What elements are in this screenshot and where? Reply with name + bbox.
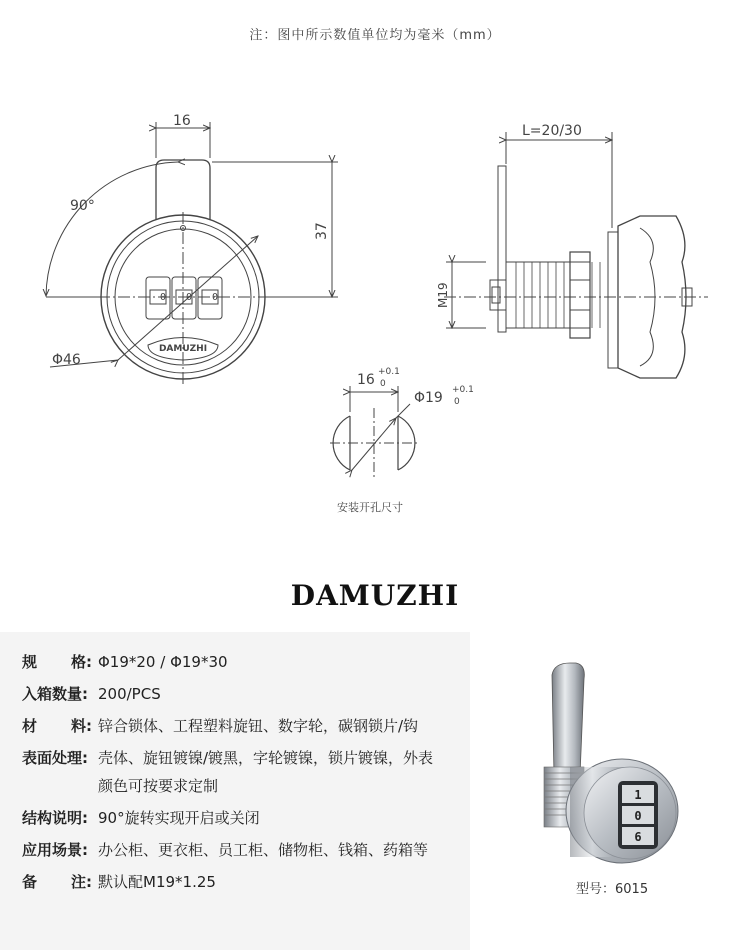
wheel-digit-2: 0 [634, 809, 642, 823]
spec-row-note: 备 注: 默认配M19*1.25 [22, 873, 216, 891]
spec-panel [0, 632, 470, 950]
hole-width-tol-lower: 0 [380, 379, 386, 389]
hole-dia-tol-upper: +0.1 [452, 385, 474, 395]
spec-value: 颜色可按要求定制 [98, 777, 219, 795]
spec-row-usage: 应用场景: 办公柜、更衣柜、员工柜、储物柜、钱箱、药箱等 [22, 841, 429, 859]
hole-diameter-label: Φ19 [414, 390, 443, 406]
spec-value: 200/PCS [98, 685, 161, 703]
wheel-digit-3-drawing: 0 [212, 292, 219, 303]
wheel-digit-1: 1 [634, 788, 642, 802]
spec-row-surface-cont [98, 774, 218, 798]
spec-value: 默认配M19*1.25 [98, 873, 216, 891]
spec-value: 锌合锁体、工程塑料旋钮、数字轮，碳钢锁片/钩 [98, 717, 419, 735]
face-logo: DAMUZHI [158, 344, 208, 354]
brand-logo [0, 580, 750, 614]
rotation-angle-label: 90° [70, 198, 95, 214]
hole-caption: 安装开孔尺寸 [337, 501, 403, 514]
side-length-label: L=20/30 [522, 123, 582, 139]
wheel-digit-3: 6 [634, 830, 642, 844]
spec-row-surface: 表面处理: 壳体、旋钮镀镍/镀黑，字轮镀镍，锁片镀镍，外表 [22, 749, 434, 767]
spec-row-material: 材 料: 锌合锁体、工程塑料旋钮、数字轮，碳钢锁片/钩 [22, 717, 419, 735]
spec-value: Φ19*20 / Φ19*30 [98, 653, 228, 671]
hole-width-label: 16 [357, 372, 375, 388]
spec-row-structure: 结构说明: 90°旋转实现开启或关闭 [22, 809, 260, 827]
spec-value: 壳体、旋钮镀镍/镀黑，字轮镀镍，锁片镀镍，外表 [98, 749, 434, 767]
unit-note: 注：图中所示数值单位均为毫米（mm） [249, 28, 501, 43]
hole-width-tol-upper: +0.1 [378, 367, 400, 377]
spec-value: 90°旋转实现开启或关闭 [98, 809, 260, 827]
front-height-label: 37 [314, 222, 330, 240]
thread-size-label: M19 [436, 282, 450, 308]
spec-value: 办公柜、更衣柜、员工柜、储物柜、钱箱、药箱等 [98, 841, 429, 859]
hole-dia-tol-lower: 0 [454, 397, 460, 407]
product-photo [540, 655, 680, 865]
spec-row-qty: 入箱数量: 200/PCS [22, 685, 161, 703]
front-width-label: 16 [173, 113, 191, 129]
wheel-digit-2-drawing: 0 [186, 292, 193, 303]
brand-name: DAMUZHI [290, 580, 460, 610]
front-diameter-label: Φ46 [52, 352, 81, 368]
spec-row-size: 规 格: Φ19*20 / Φ19*30 [22, 653, 228, 671]
wheel-digit-1-drawing: 0 [160, 292, 167, 303]
